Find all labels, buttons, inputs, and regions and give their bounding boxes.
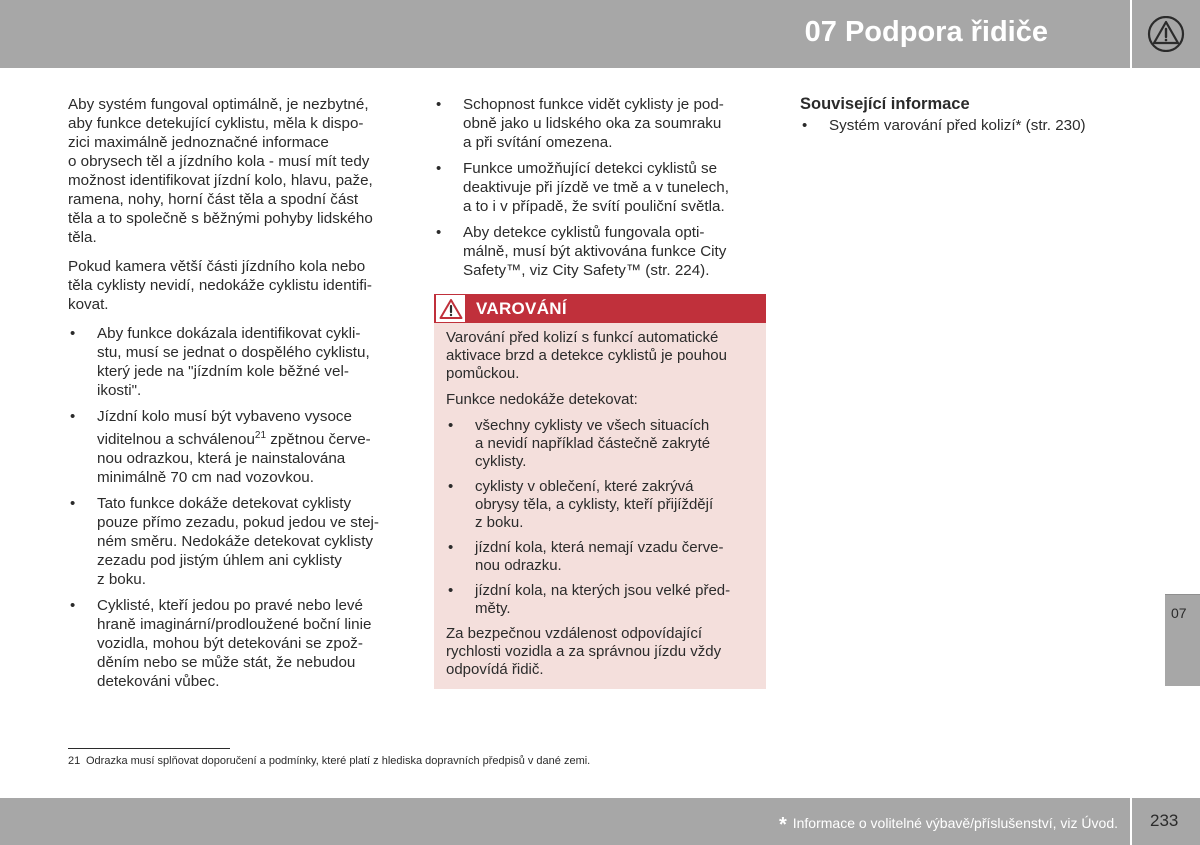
list-item: • jízdní kola, na kterých jsou velké před- měty. xyxy=(448,582,731,617)
list-item: • Aby funkce dokázala identifikovat cykli- stu, musí se jednat o dospělého cyklistu, který jede na "jízdním kole běžné vel- ikosti". xyxy=(70,325,370,399)
related-info-title: Související informace xyxy=(800,95,970,113)
bullet-dot: • xyxy=(70,408,76,425)
column-left xyxy=(68,95,408,698)
bullet-dot: • xyxy=(448,417,454,434)
related-link[interactable]: • Systém varování před kolizí* (str. 230) xyxy=(802,117,1086,134)
list-item: • jízdní kola, která nemají vzadu červe- nou odrazku. xyxy=(448,539,724,574)
list-item: • Tato funkce dokáže detekovat cyklisty pouze přímo zezadu, pokud jedou ve stej- ném směru. Nedokáže detekovat cyklisty zezadu pod jistým úhlem ani cyklisty z boku. xyxy=(70,495,379,589)
warning-box xyxy=(434,294,766,689)
bullet-dot: • xyxy=(802,117,808,134)
warning-bullet-list xyxy=(446,417,754,618)
header-icon-box xyxy=(1132,0,1200,68)
column-right xyxy=(800,95,1140,142)
bullet-list-left xyxy=(68,324,408,691)
bullet-dot: • xyxy=(448,539,454,556)
list-item: • cyklisty v oblečení, které zakrývá obrysy těla, a cyklisty, kteří přijíždějí z boku. xyxy=(448,478,714,531)
warning-body xyxy=(434,323,766,689)
warning-paragraph: Varování před kolizí s funkcí automatické aktivace brzd a detekce cyklistů je pouhou pomůckou. xyxy=(446,329,727,382)
footer-bar xyxy=(0,798,1130,845)
bullet-dot: • xyxy=(436,224,442,241)
bullet-dot: • xyxy=(448,478,454,495)
column-middle xyxy=(434,95,768,689)
warning-title: VAROVÁNÍ xyxy=(476,299,567,318)
list-item: • Schopnost funkce vidět cyklisty je pod- obně jako u lidského oka za soumraku a při svítání omezena. xyxy=(436,96,724,151)
warning-paragraph: Funkce nedokáže detekovat: xyxy=(446,391,638,408)
list-item: • Cyklisté, kteří jedou po pravé nebo levé hraně imaginární/prodloužené boční linie vozidla, mohou být detekováni se zpož- děním nebo se může stát, že nebudou detekováni vůbec. xyxy=(70,597,372,691)
paragraph-intro: Aby systém fungoval optimálně, je nezbytné, aby funkce detekující cyklistu, měla k dispo- zici maximálně jednoznačné informace o obrysech těl a jízdního kola - musí mít tedy možnost identifikovat jízdní kolo, hlavu, paže, ramena, nohy, horní část těla a spodní část těla a to společně s běžnými pohyby lidského těla. xyxy=(68,96,373,246)
bullet-dot: • xyxy=(448,582,454,599)
bullet-dot: • xyxy=(70,325,76,342)
footnote-number: 21 xyxy=(68,755,81,767)
bullet-list-middle xyxy=(434,95,768,280)
warning-paragraph: Za bezpečnou vzdálenost odpovídající rychlosti vozidla a za správnou jízdu vždy odpovídá řidič. xyxy=(446,625,722,678)
list-item: • Aby detekce cyklistů fungovala opti- málně, musí být aktivována funkce City Safety™, viz City Safety™ (str. 224). xyxy=(436,224,727,279)
bullet-dot: • xyxy=(70,495,76,513)
page-number-box xyxy=(1132,798,1200,845)
bullet-dot: • xyxy=(436,160,442,177)
footer-note xyxy=(779,814,1118,837)
chapter-tab-label: 07 xyxy=(1171,605,1187,621)
footer-note-text: Informace o volitelné výbavě/příslušenství, viz Úvod. xyxy=(792,815,1118,831)
warning-triangle-icon xyxy=(1146,16,1186,52)
asterisk-mark: * xyxy=(779,814,787,836)
header-bar xyxy=(0,0,1130,68)
warning-icon-box xyxy=(436,295,465,322)
bullet-dot: • xyxy=(70,597,76,615)
footnote-text: Odrazka musí splňovat doporučení a podmínky, které platí z hlediska dopravních předpisů v dané zemi. xyxy=(86,755,591,767)
footnote-ref[interactable]: 21 xyxy=(254,430,267,441)
footnote-divider xyxy=(68,748,230,749)
footnote xyxy=(68,755,590,767)
chapter-side-tab[interactable] xyxy=(1165,594,1200,686)
warning-header xyxy=(434,294,766,323)
paragraph-camera: Pokud kamera větší části jízdního kola nebo těla cyklisty nevidí, nedokáže cyklistu identifi- kovat. xyxy=(68,258,372,313)
warning-triangle-icon xyxy=(439,298,463,320)
list-item: • všechny cyklisty ve všech situacích a nevidí například částečně zakryté cyklisty. xyxy=(448,417,711,470)
chapter-title: 07 Podpora řidiče xyxy=(804,16,1048,48)
related-info-list xyxy=(800,116,1140,135)
list-item: • Funkce umožňující detekci cyklistů se deaktivuje při jízdě ve tmě a v tunelech, a to i v případě, že svítí pouliční světla. xyxy=(436,160,729,215)
page-number: 233 xyxy=(1150,811,1179,830)
bullet-dot: • xyxy=(436,96,442,113)
list-item-reflector: • Jízdní kolo musí být vybaveno vysoce viditelnou a schválenou$^{21}$ zpětnou červe- nou odrazkou, která je nainstalována minimálně 70 cm nad vozovkou. xyxy=(70,408,371,487)
